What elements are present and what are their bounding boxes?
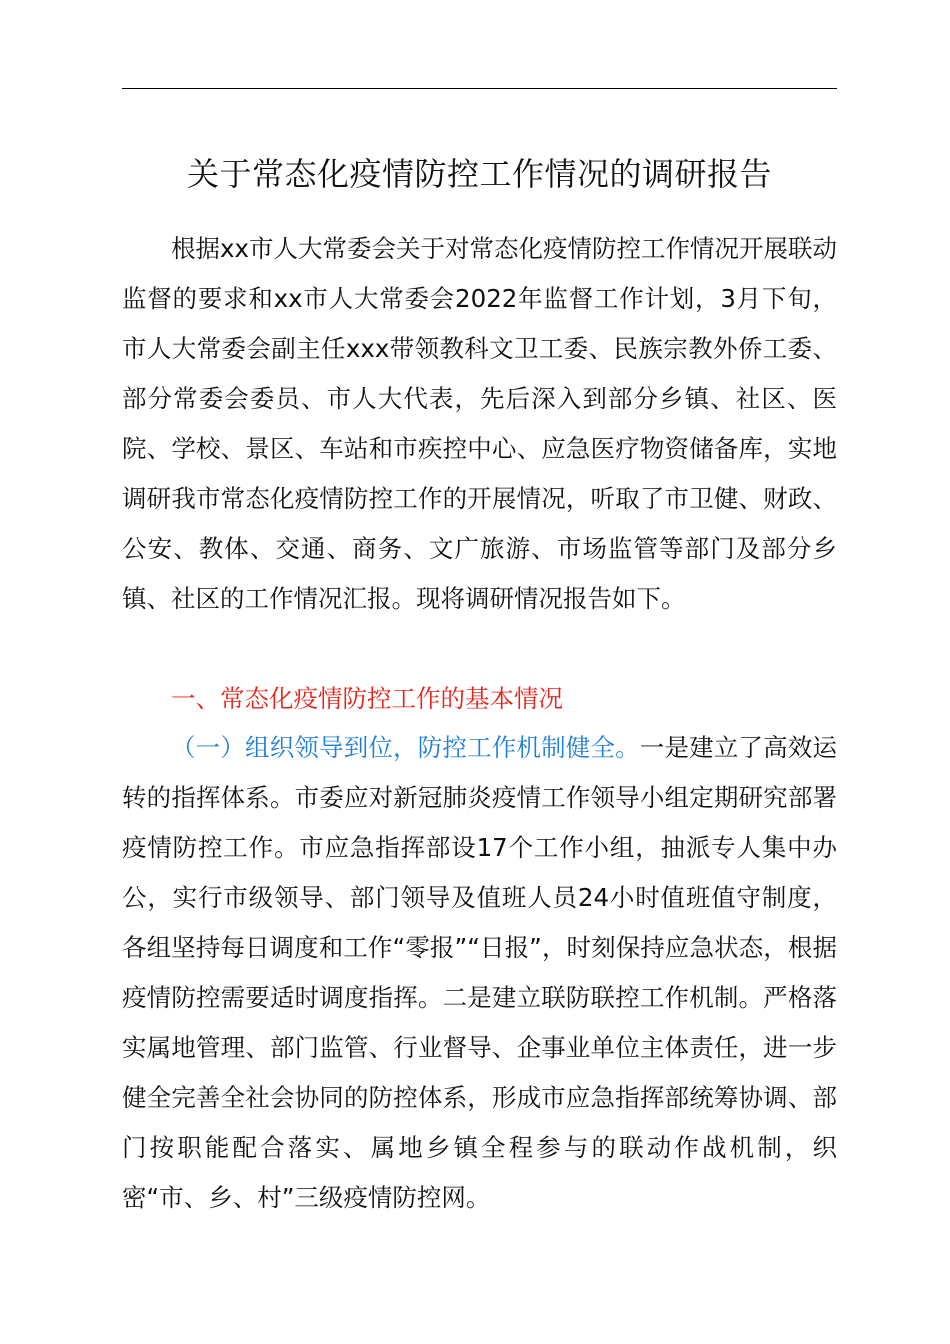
section-heading-basic-situation: 一、常态化疫情防控工作的基本情况 [171, 684, 563, 713]
subsection-heading: （一）组织领导到位，防控工作机制健全。 [171, 733, 640, 762]
intro-paragraph: 根据xx市人大常委会关于对常态化疫情防控工作情况开展联动监督的要求和xx市人大常委会2022年监督工作计划，3月下旬，市人大常委会副主任xxx带领教科文卫工委、民族宗教外侨工委、部分常委会委员、市人大代表，先后深入到部分乡镇、社区、医院、学校、景区、车站和市疾控中心、应急医疗物资储备库，实地调研我市常态化疫情防控工作的开展情况，听取了市卫健、财政、公安、教体、交通、商务、文广旅游、市场监管等部门及部分乡镇、社区的工作情况汇报。现将调研情况报告如下。 [122, 234, 837, 613]
header-rule [122, 88, 837, 89]
subsection-body: 一是建立了高效运转的指挥体系。市委应对新冠肺炎疫情工作领导小组定期研究部署疫情防控工作。市应急指挥部设17个工作小组，抽派专人集中办公，实行市级领导、部门领导及值班人员24小时值班值守制度，各组坚持每日调度和工作“零报”“日报”，时刻保持应急状态，根据疫情防控需要适时调度指挥。二是建立联防联控工作机制。严格落实属地管理、部门监管、行业督导、企事业单位主体责任，进一步健全完善全社会协同的防控体系，形成市应急指挥部统筹协调、部门按职能配合落实、属地乡镇全程参与的联动作战机制，织密“市、乡、村”三级疫情防控网。 [122, 733, 838, 1212]
subsection-paragraph [122, 723, 837, 1223]
document-title: 关于常态化疫情防控工作情况的调研报告 [186, 155, 772, 193]
